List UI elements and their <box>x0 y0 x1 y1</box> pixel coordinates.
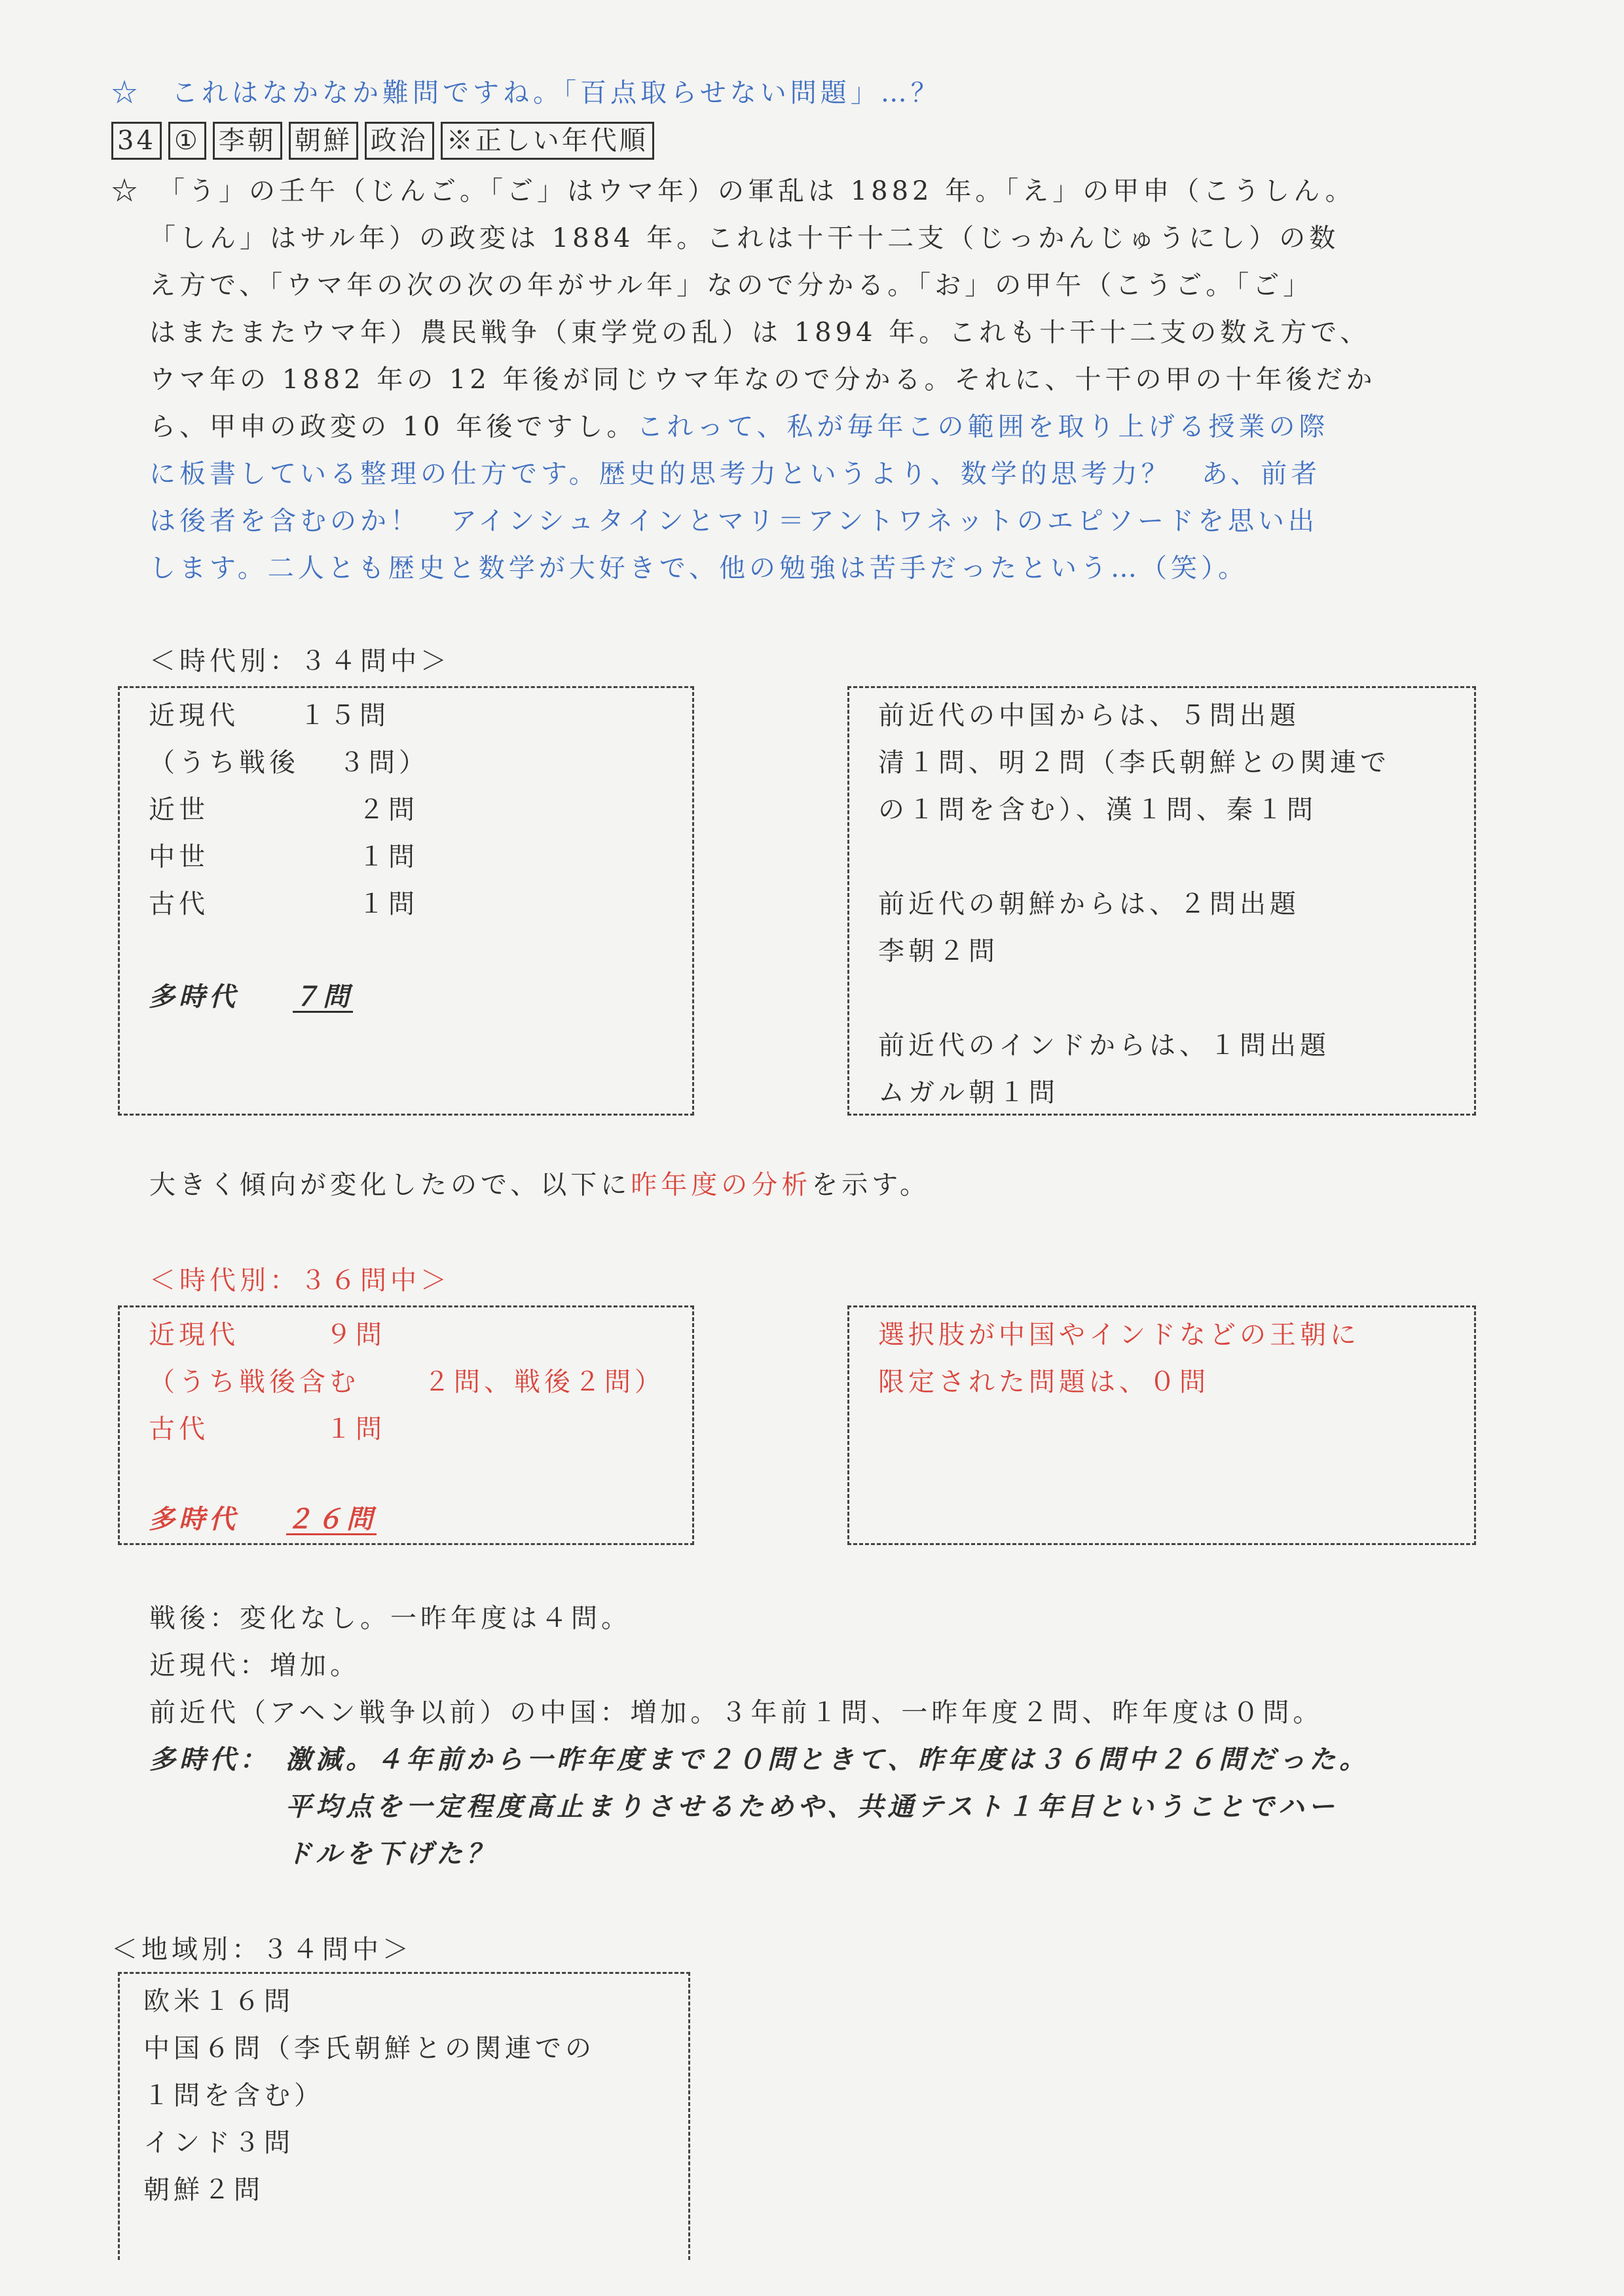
para-line-1: ☆ 「う」の壬午（じんご。「ご」はウマ年）の軍乱は 1882 年。「え」の甲申（こうしん。 <box>111 176 1356 206</box>
era-row-ancient <box>149 891 418 917</box>
intro-line: ☆ これはなかなか難問ですね。「百点取らせない問題」…？ <box>111 78 941 108</box>
era-row-value: １問 <box>358 889 418 919</box>
era-row-label: 古代 <box>149 889 209 919</box>
era-row-label: 近世 <box>149 795 209 825</box>
region-line: １問を含む） <box>143 2081 324 2111</box>
era-row-postwar <box>149 750 429 776</box>
question-sub-number: ① <box>168 122 206 160</box>
era-row-value: ３問） <box>339 748 429 778</box>
trend-suffix: を示す。 <box>811 1170 931 1200</box>
era-row-medieval <box>149 844 418 870</box>
region-heading: ＜地域別：３４問中＞ <box>111 1935 413 1965</box>
note-multi-line-2: 平均点を一定程度高止まりさせるためや、共通テスト１年目ということでハー <box>286 1791 1338 1822</box>
region-line: 朝鮮２問 <box>143 2175 264 2205</box>
era-current-heading: ＜時代別：３４問中＞ <box>149 646 451 676</box>
para-line-9: します。二人とも歴史と数学が大好きで、他の勉強は苦手だったという…（笑）。 <box>149 553 1248 583</box>
era-row-modern <box>149 702 390 729</box>
para-line-4: はまたまたウマ年）農民戦争（東学党の乱）は 1894 年。これも十干十二支の数え方で、 <box>149 318 1371 348</box>
era-last-row-modern <box>149 1322 386 1348</box>
note-postwar: 戦後：変化なし。一昨年度は４問。 <box>149 1603 631 1633</box>
era-row-value: １問 <box>358 842 418 872</box>
para-line-8: は後者を含むのか！ アインシュタインとマリ＝アントワネットのエピソードを思い出 <box>149 506 1318 536</box>
question-header <box>111 122 661 160</box>
premodern-current-box <box>847 686 1476 1116</box>
trend-prefix: 大きく傾向が変化したので、以下に <box>149 1170 631 1200</box>
tag-korea: 朝鮮 <box>289 122 358 160</box>
note-premodern: 前近代（アヘン戦争以前）の中国：増加。３年前１問、一昨年度２問、昨年度は０問。 <box>149 1698 1323 1728</box>
era-row-label: 中世 <box>149 842 209 872</box>
era-multi-label: 多時代 <box>149 1504 239 1535</box>
para-line-2: 「しん」はサル年）の政変は 1884 年。これは十干十二支（じっかんじゅうにし）の数 <box>149 223 1340 253</box>
era-last-row-multi <box>149 1506 377 1533</box>
era-multi-value: ７問 <box>293 981 353 1012</box>
para-line-6-black: ら、甲申の政変の 10 年後ですし。 <box>149 412 637 442</box>
note-multi-line-3: ドルを下げた？ <box>286 1838 496 1869</box>
trend-highlight: 昨年度の分析 <box>631 1170 812 1200</box>
era-row-multi <box>149 981 353 1012</box>
premodern-line: 前近代の朝鮮からは、２問出題 <box>878 889 1300 919</box>
premodern-last-line: 選択肢が中国やインドなどの王朝に <box>878 1320 1360 1350</box>
era-row-value: １５問 <box>299 701 390 731</box>
premodern-line: ムガル朝１問 <box>878 1078 1059 1108</box>
premodern-line: 前近代のインドからは、１問出題 <box>878 1030 1330 1061</box>
region-line: 中国６問（李氏朝鮮との関連での <box>143 2033 595 2064</box>
era-last-heading: ＜時代別：３６問中＞ <box>149 1266 451 1296</box>
era-row-label: 古代 <box>149 1414 209 1444</box>
era-multi-value: ２６問 <box>286 1504 377 1535</box>
era-row-label: （うち戦後 <box>149 748 299 778</box>
era-row-early-modern <box>149 797 418 823</box>
tag-richo: 李朝 <box>213 122 282 160</box>
para-line-6-blue: これって、私が毎年この範囲を取り上げる授業の際 <box>637 412 1329 442</box>
region-line: 欧米１６問 <box>143 1986 294 2016</box>
premodern-last-box <box>847 1305 1476 1545</box>
region-line: インド３問 <box>143 2128 294 2158</box>
premodern-line: の１問を含む）、漢１問、秦１問 <box>878 795 1317 825</box>
era-row-value: ２問、戦後２問） <box>424 1367 665 1397</box>
premodern-line: 李朝２問 <box>878 936 999 966</box>
premodern-line: 清１問、明２問（李氏朝鮮との関連で <box>878 748 1390 778</box>
note-multi-line-1: 激減。４年前から一昨年度まで２０問ときて、昨年度は３６問中２６問だった。 <box>286 1744 1370 1775</box>
era-last-row-ancient <box>149 1416 386 1442</box>
para-line-5: ウマ年の 1882 年の 12 年後が同じウマ年なので分かる。それに、十干の甲の十年後だか <box>149 365 1376 395</box>
question-number: 34 <box>111 122 162 160</box>
era-current-box <box>118 686 694 1116</box>
note-multi-label: 多時代： <box>149 1744 270 1775</box>
era-row-label: 近現代 <box>149 701 239 731</box>
era-row-label: 近現代 <box>149 1320 239 1350</box>
para-line-7: に板書している整理の仕方です。歴史的思考力というより、数学的思考力？ あ、前者 <box>149 459 1321 489</box>
para-line-3: え方で、「ウマ年の次の次の年がサル年」なので分かる。「お」の甲午（こうご。「ご」 <box>149 270 1314 301</box>
note-modern: 近現代：増加。 <box>149 1650 360 1681</box>
region-box <box>118 1972 690 2260</box>
premodern-last-line: 限定された問題は、０問 <box>878 1367 1209 1397</box>
note-multi <box>149 1744 1370 1775</box>
tag-politics: 政治 <box>365 122 434 160</box>
era-last-box <box>118 1305 694 1545</box>
tag-chronological: ※正しい年代順 <box>441 122 654 160</box>
trend-sentence <box>149 1172 930 1198</box>
era-row-value: １問 <box>325 1414 386 1444</box>
era-row-label: （うち戦後含む <box>149 1367 360 1397</box>
era-last-row-postwar <box>149 1369 665 1395</box>
premodern-line: 前近代の中国からは、５問出題 <box>878 701 1300 731</box>
era-row-value: ２問 <box>358 795 418 825</box>
era-multi-label: 多時代 <box>149 981 239 1012</box>
era-row-value: ９問 <box>325 1320 386 1350</box>
para-line-6 <box>149 414 1329 440</box>
